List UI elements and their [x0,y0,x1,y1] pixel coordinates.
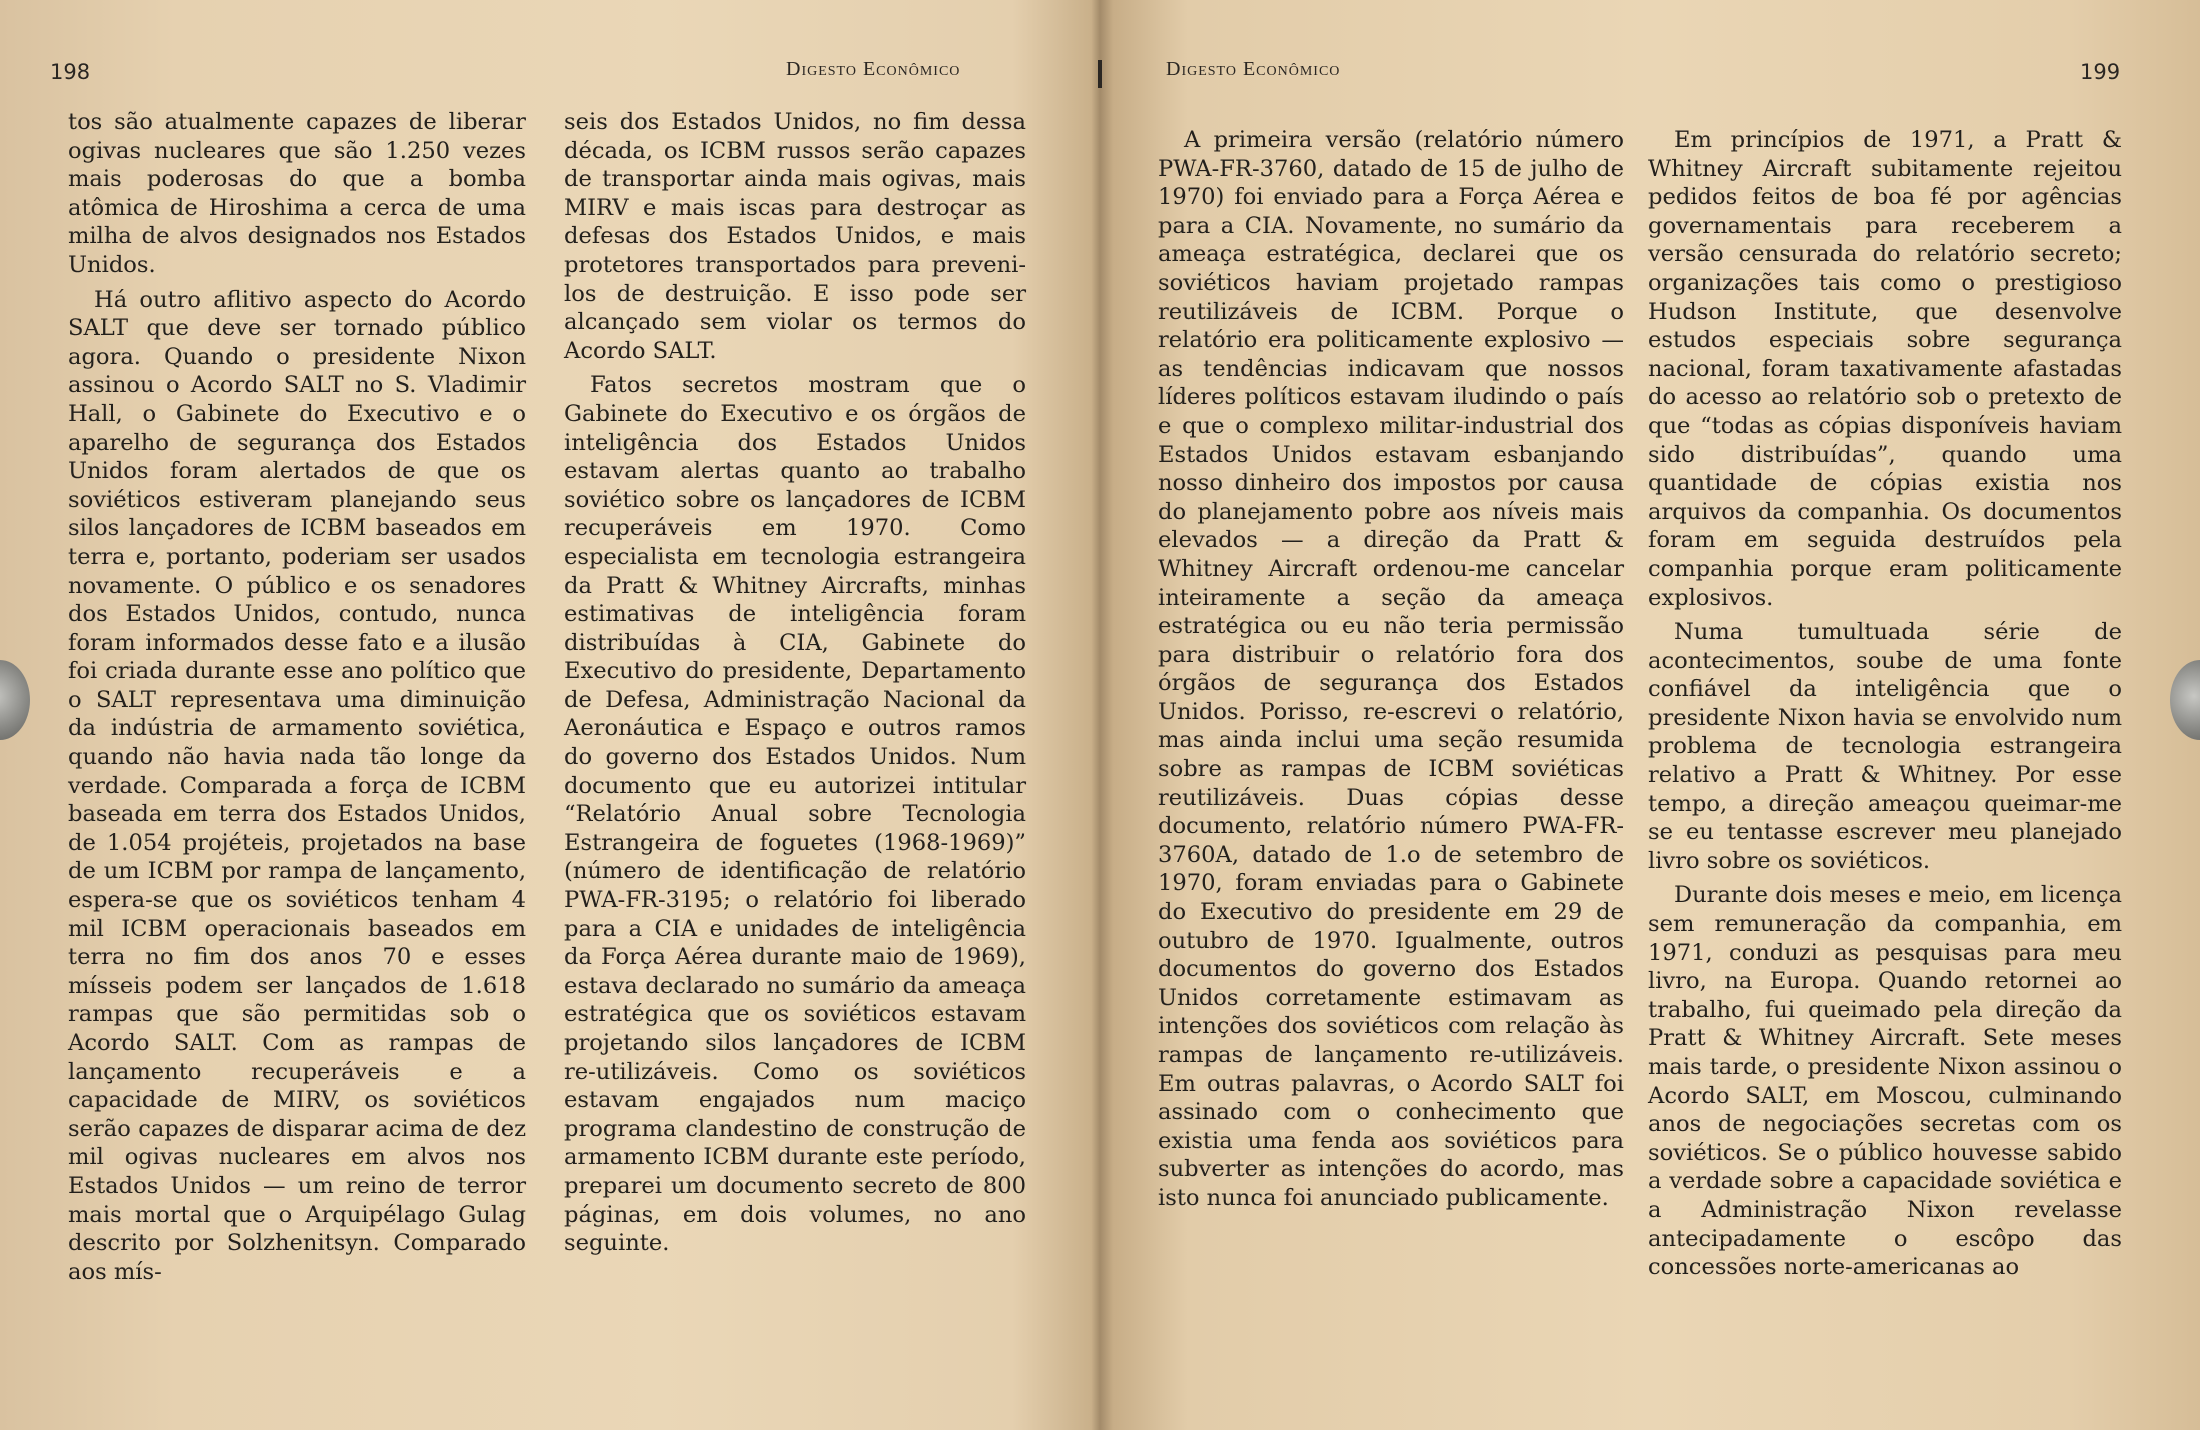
paragraph: Fatos secretos mostram que o Gabinete do Executivo e os órgãos de inteligência dos Estados Unidos estavam alertas quanto ao trabalho soviético sobre os lançadores de ICBM recuperáveis em 1970. Como especialista em tecnologia estrangeira da Pratt & Whitney Aircrafts, minhas estimativas de inteligência foram distribuídas à CIA, Gabinete do Executivo do presidente, Departamento de Defesa, Administração Nacional da Aeronáutica e Espaço e outros ramos do governo dos Estados Unidos. Num documento que eu autorizei intitular “Relatório Anual sobre Tecnologia Estrangeira de foguetes (1968-1969)” (número de identificação de relatório PWA-FR-3195; o relatório foi liberado para a CIA e unidades de inteligência da Força Aérea durante maio de 1969), estava declarado no sumário da ameaça estratégica que os soviéticos estavam projetando silos lançadores de ICBM re-utilizáveis. Como os soviéticos estavam engajados num maciço programa clandestino de construção de armamento ICBM durante este período, preparei um documento secreto de 800 páginas, em dois volumes, no ano seguinte. [564,372,1026,1257]
paragraph: Há outro aflitivo aspecto do Acordo SALT que deve ser tornado público agora. Quando o presidente Nixon assinou o Acordo SALT no S. Vladimir Hall, o Gabinete do Executivo e o aparelho de segurança dos Estados Unidos foram alertados de que os soviéticos estiveram planejando seus silos lançadores de ICBM baseados em terra e, portanto, poderiam ser usados novamente. O público e os senadores dos Estados Unidos, contudo, nunca foram informados desse fato e a ilusão foi criada durante esse ano político que o SALT representava uma diminuição da indústria de armamento soviética, quando não havia nada tão longe da verdade. Comparada a força de ICBM baseada em terra dos Estados Unidos, de 1.054 projéteis, projetados na base de um ICBM por rampa de lançamento, espera-se que os soviéticos tenham 4 mil ICBM operacionais baseados em terra no fim dos anos 70 e esses mísseis podem ser lançados de 1.618 rampas que são permitidas sob o Acordo SALT. Com as rampas de lançamento recuperáveis e a capacidade de MIRV, os soviéticos serão capazes de disparar acima de dez mil ogivas nucleares em alvos nos Estados Unidos — um reino de terror mais mortal que o Arquipélago Gulag descrito por Solzhenitsyn. Comparado aos mís- [68,286,526,1285]
left-page [0,0,1088,1430]
text-column-1 [68,108,526,1286]
binding-mark [1098,60,1102,88]
text-column-2 [1648,126,2122,1282]
right-page [1112,0,2200,1430]
running-head: Digesto Econômico [786,58,961,80]
paragraph: Em princípios de 1971, a Pratt & Whitney Aircraft subitamente rejeitou pedidos feitos de boa fé por agências governamentais para receberem a versão censurada do relatório secreto; organizações tais como o prestigioso Hudson Institute, que desenvolve estudos especiais sobre segurança nacional, foram taxativamente afastadas do acesso ao relatório sob o pretexto de que “todas as cópias disponíveis haviam sido distribuídas”, quando uma quantidade de cópias existia nos arquivos da companhia. Os documentos foram em seguida destruídos pela companhia porque eram politicamente explosivos. [1648,127,2122,611]
page-number: 198 [50,60,91,84]
page-number: 199 [2080,60,2121,84]
paragraph: tos são atualmente capazes de liberar ogivas nucleares que são 1.250 vezes mais poderosas do que a bomba atômica de Hiroshima a cerca de uma milha de alvos designados nos Estados Unidos. [68,109,526,278]
paragraph: Numa tumultuada série de acontecimentos, soube de uma fonte confiável da inteligência que o presidente Nixon havia se envolvido num problema de tecnologia estrangeira relativo a Pratt & Whitney. Por esse tempo, a direção ameaçou queimar-me se eu tentasse escrever meu planejado livro sobre os soviéticos. [1648,619,2122,874]
text-column-2 [564,108,1026,1258]
paragraph: seis dos Estados Unidos, no fim dessa década, os ICBM russos serão capazes de transportar ainda mais ogivas, mais MIRV e mais iscas para destroçar as defesas dos Estados Unidos, e mais protetores transportados para preveni-los de destruição. E isso pode ser alcançado sem violar os termos do Acordo SALT. [564,109,1026,364]
paragraph: A primeira versão (relatório número PWA-FR-3760, datado de 15 de julho de 1970) foi enviado para a Força Aérea e para a CIA. Novamente, no sumário da ameaça estratégica, declarei que os soviéticos haviam projetado rampas reutilizáveis de ICBM. Porque o relatório era politicamente explosivo — as tendências indicavam que nossos líderes políticos estavam iludindo o país e que o complexo militar-industrial dos Estados Unidos estavam esbanjando nosso dinheiro dos impostos por causa do planejamento pobre aos níveis mais elevados — a direção da Pratt & Whitney Aircraft ordenou-me cancelar inteiramente a seção da ameaça estratégica ou eu não teria permissão para distribuir o relatório fora dos órgãos de segurança dos Estados Unidos. Porisso, re-escrevi o relatório, mas ainda inclui uma seção resumida sobre as rampas de ICBM soviéticas reutilizáveis. Duas cópias desse documento, relatório número PWA-FR-3760A, datado de 1.o de setembro de 1970, foram enviadas para o Gabinete do Executivo do presidente em 29 de outubro de 1970. Igualmente, outros documentos do governo dos Estados Unidos corretamente estimavam as intenções dos soviéticos com relação às rampas de lançamento re-utilizáveis. Em outras palavras, o Acordo SALT foi assinado com o conhecimento que existia uma fenda aos soviéticos para subverter as intenções do acordo, mas isto nunca foi anunciado publicamente. [1158,127,1624,1211]
paragraph: Durante dois meses e meio, em licença sem remuneração da companhia, em 1971, conduzi as pesquisas para meu livro, na Europa. Quando retornei ao trabalho, fui queimado pela direção da Pratt & Whitney Aircraft. Sete meses mais tarde, o presidente Nixon assinou o Acordo SALT, em Moscou, culminando anos de negociações secretas com os soviéticos. Se o público houvesse sabido a verdade sobre a capacidade soviética e a Administração Nixon revelasse antecipadamente o escôpo das concessões norte-americanas ao [1648,882,2122,1281]
text-column-1 [1158,126,1624,1213]
running-head: Digesto Econômico [1166,58,1341,80]
